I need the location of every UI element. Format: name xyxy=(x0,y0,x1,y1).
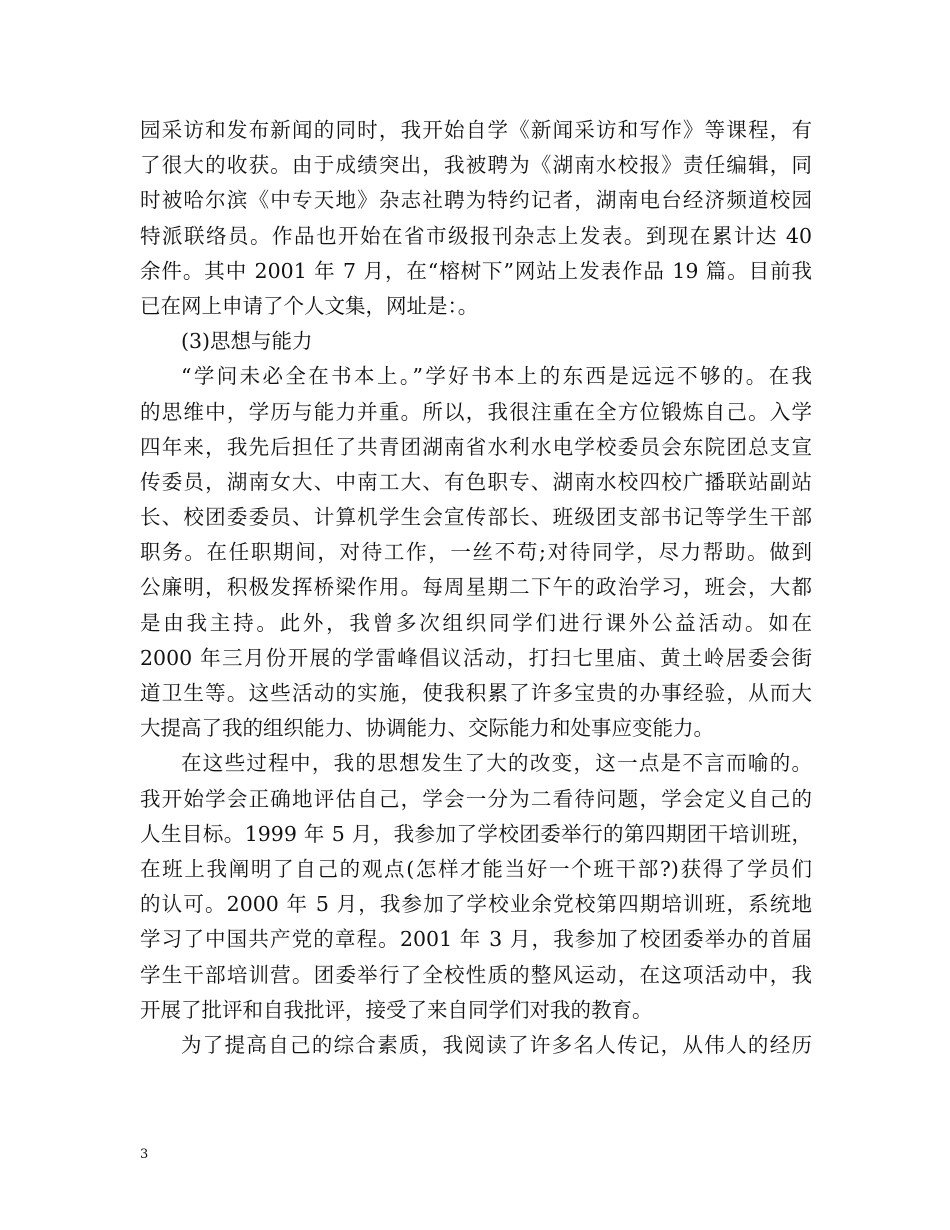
text-line: 余件。其中 2001 年 7 月，在“榕树下”网站上发表作品 19 篇。目前我 xyxy=(140,258,812,283)
text-line: (3)思想与能力 xyxy=(181,329,313,354)
text-line: 学习了中国共产党的章程。2001 年 3 月，我参加了校团委举办的首届 xyxy=(140,927,812,952)
text-line: 学生干部培训营。团委举行了全校性质的整风运动，在这项活动中，我 xyxy=(140,962,812,987)
text-line: 为了提高自己的综合素质，我阅读了许多名人传记，从伟人的经历 xyxy=(181,1032,812,1057)
text-line: 了很大的收获。由于成绩突出，我被聘为《湖南水校报》责任编辑，同 xyxy=(140,153,812,178)
document-body xyxy=(140,113,812,1063)
text-line: 园采访和发布新闻的同时，我开始自学《新闻采访和写作》等课程，有 xyxy=(140,118,812,142)
text-line: 职务。在任职期间，对待工作，一丝不苟;对待同学，尽力帮助。做到 xyxy=(140,540,812,565)
text-line: 长、校团委委员、计算机学生会宣传部长、班级团支部书记等学生干部 xyxy=(140,505,812,530)
text-line: 在班上我阐明了自己的观点(怎样才能当好一个班干部?)获得了学员们 xyxy=(140,856,812,881)
page-number: 3 xyxy=(140,1147,149,1162)
text-line: 2000 年三月份开展的学雷峰倡议活动，打扫七里庙、黄土岭居委会街 xyxy=(140,645,812,670)
text-line: 的认可。2000 年 5 月，我参加了学校业余党校第四期培训班，系统地 xyxy=(140,892,812,917)
text-line: 人生目标。1999 年 5 月，我参加了学校团委举行的第四期团干培训班， xyxy=(140,821,812,846)
text-line: 大提高了我的组织能力、协调能力、交际能力和处事应变能力。 xyxy=(140,716,714,741)
text-line: 我开始学会正确地评估自己，学会一分为二看待问题，学会定义自己的 xyxy=(140,786,812,811)
text-line: 开展了批评和自我批评，接受了来自同学们对我的教育。 xyxy=(140,997,653,1022)
text-line: 公廉明，积极发挥桥梁作用。每周星期二下午的政治学习，班会，大都 xyxy=(140,575,812,600)
text-line: 在这些过程中，我的思想发生了大的改变，这一点是不言而喻的。 xyxy=(181,751,812,776)
text-line: 道卫生等。这些活动的实施，使我积累了许多宝贵的办事经验，从而大 xyxy=(140,681,812,705)
text-line: 传委员，湖南女大、中南工大、有色职专、湖南水校四校广播联站副站 xyxy=(140,469,812,494)
text-line: 时被哈尔滨《中专天地》杂志社聘为特约记者，湖南电台经济频道校园 xyxy=(140,188,812,213)
text-line: “学问未必全在书本上。”学好书本上的东西是远远不够的。在我 xyxy=(181,364,812,389)
text-line: 的思维中，学历与能力并重。所以，我很注重在全方位锻炼自己。入学 xyxy=(140,399,812,424)
text-line: 已在网上申请了个人文集，网址是：。 xyxy=(140,293,479,318)
text-line: 四年来，我先后担任了共青团湖南省水利水电学校委员会东院团总支宣 xyxy=(140,434,812,459)
text-line: 特派联络员。作品也开始在省市级报刊杂志上发表。到现在累计达 40 xyxy=(140,223,812,248)
text-line: 是由我主持。此外，我曾多次组织同学们进行课外公益活动。如在 xyxy=(140,610,812,635)
